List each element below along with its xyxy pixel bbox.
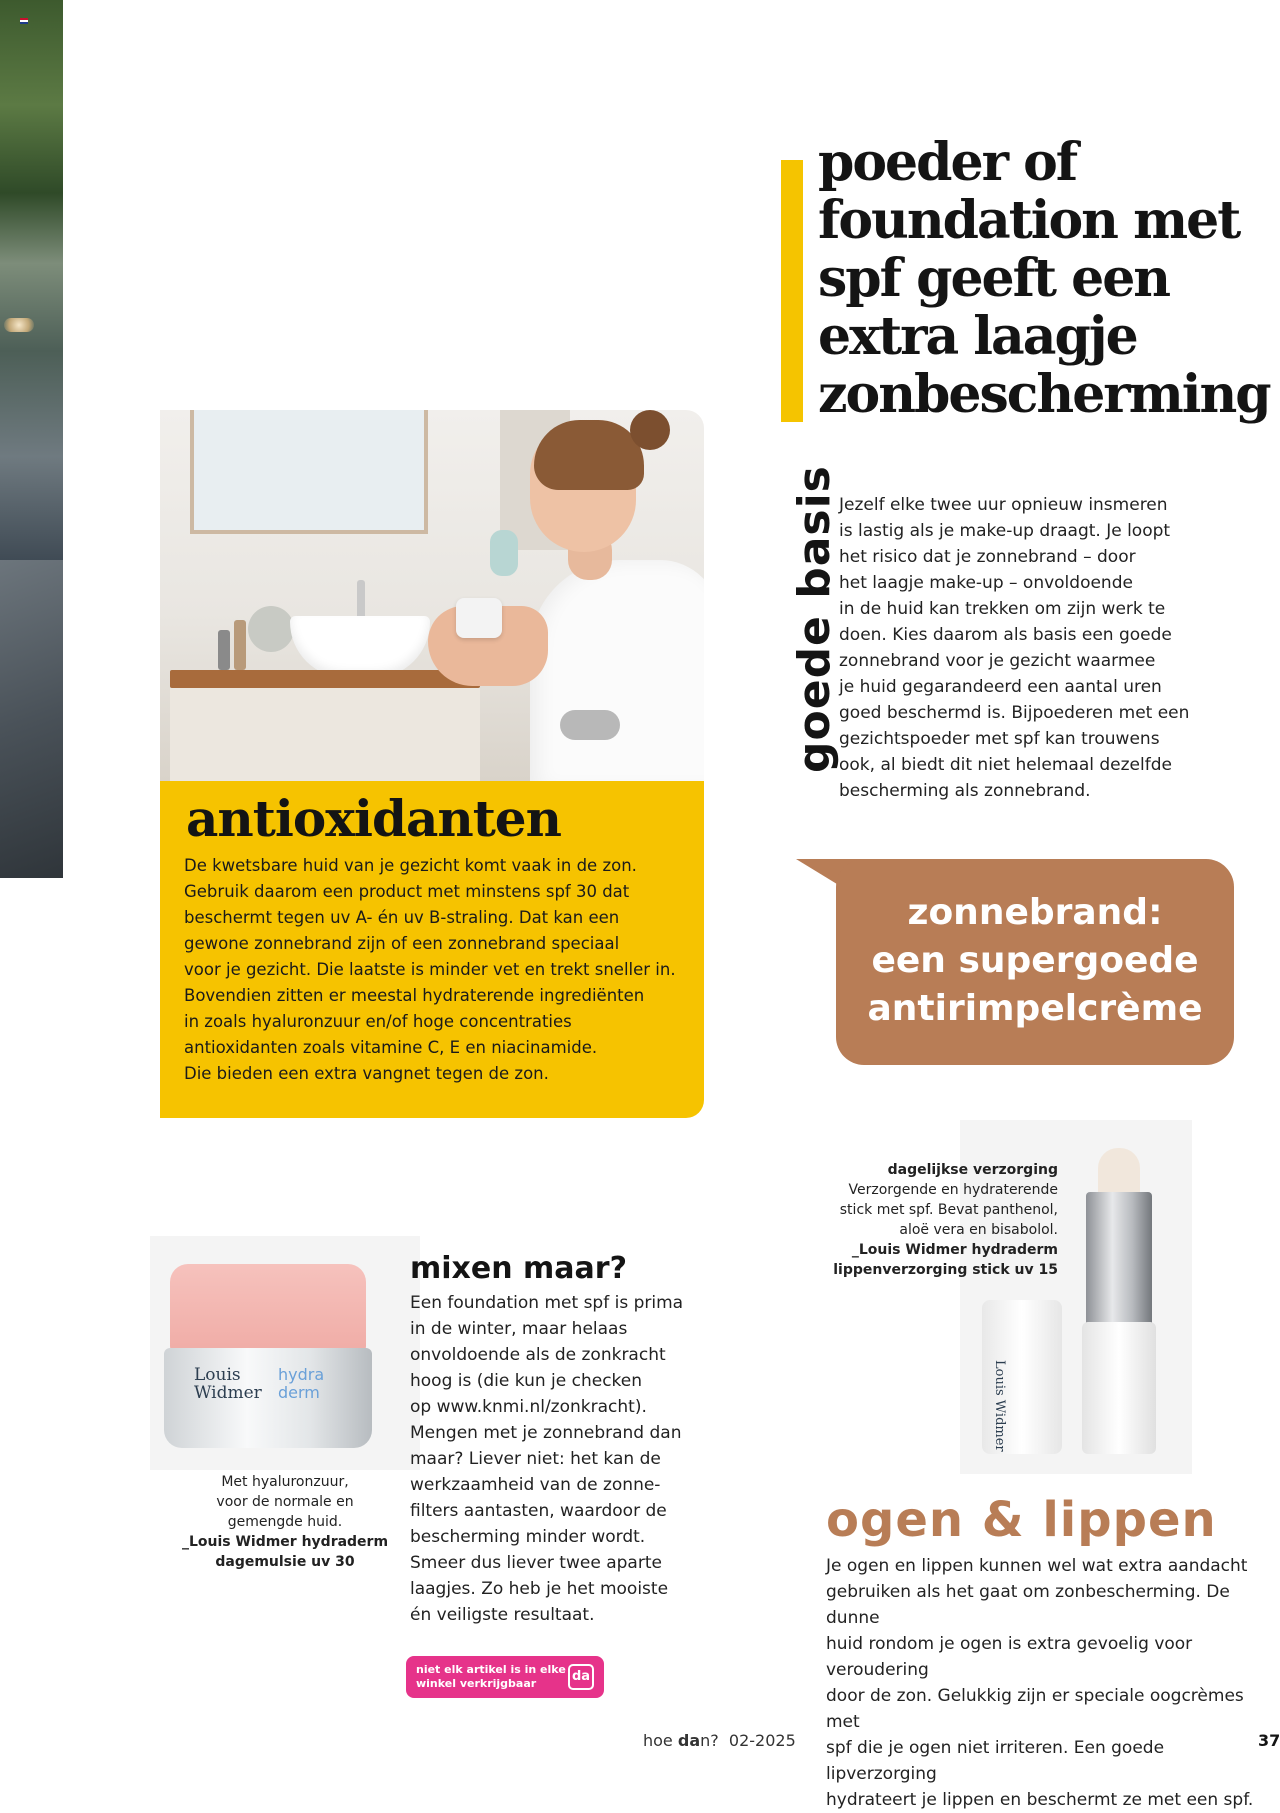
jar-brand-label (194, 1366, 262, 1402)
mixen-title: mixen maar? (410, 1251, 627, 1286)
person-shirt (530, 560, 704, 781)
jar-caption-text: Met hyaluronzuur, voor de normale en gemengde huid. (216, 1474, 354, 1530)
store-badge-text: niet elk artikel is in elke winkel verkrijgbaar (416, 1663, 566, 1690)
road-image (0, 560, 63, 878)
stick-caption (790, 1160, 1058, 1280)
store-availability-badge (406, 1656, 604, 1698)
speech-bubble-text: zonnebrand: een supergoede antirimpelcrème (867, 892, 1203, 1029)
ogen-lippen-body: Je ogen en lippen kunnen wel wat extra aandacht gebruiken als het gaat om zonbescherming. De dunne huid rondom je ogen is extra gevoelig voor veroudering door de zon. Gelukkig zijn er speciale oogcrèmes met spf die je ogen niet irriteren. Een goede lipverzorging hydrateert je lippen en beschermt ze met een spf. (826, 1556, 1254, 1810)
person-hair (534, 420, 644, 490)
stick-title: dagelijkse verzorging (887, 1162, 1058, 1178)
jar-brand-line1: Louis (194, 1365, 241, 1385)
tap-image (357, 580, 365, 620)
footer-magazine (643, 1731, 796, 1751)
jar-subbrand-line2: derm (278, 1383, 320, 1402)
cream-jar-photo (150, 1236, 420, 1470)
ogen-lippen-title: ogen & lippen (826, 1492, 1217, 1548)
tattoo-image (560, 710, 620, 740)
antioxidanten-title: antioxidanten (186, 789, 561, 848)
stick-cap-label: Louis Widmer (992, 1360, 1007, 1452)
store-logo-icon: da (568, 1664, 594, 1690)
mirror-image (190, 410, 428, 534)
towel-image (490, 530, 518, 576)
antioxidanten-body: De kwetsbare huid van je gezicht komt vaak in de zon. Gebruik daarom een product met minstens spf 30 dat beschermt tegen uv A- én uv B-straling. Dat kan een gewone zonnebrand zijn of een zonnebrand speciaal voor je gezicht. Die laatste is minder vet en trekt sneller in. Bovendien zitten er meestal hydraterende ingrediënten in zoals hyaluronzuur en/of hoge concentraties antioxidanten zoals vitamine C, E en niacinamide. Die bieden een extra vangnet tegen de zon. (184, 856, 676, 1083)
goede-basis-heading-text: goede basis (789, 465, 840, 773)
jar-caption (150, 1472, 420, 1572)
bathroom-photo (160, 410, 704, 781)
headline: poeder of foundation met spf geeft een extra laagje zonbescherming (818, 132, 1270, 425)
basin-image (290, 616, 430, 678)
footer-mag-prefix: hoe (643, 1731, 678, 1750)
speech-bubble (836, 859, 1234, 1065)
jar-subbrand-line1: hydra (278, 1365, 325, 1384)
antioxidanten-card (160, 410, 704, 1118)
jar-brand-line2: Widmer (194, 1383, 262, 1403)
cream-jar-image (456, 598, 502, 638)
round-mirror-image (248, 606, 294, 652)
jar-product-name: _Louis Widmer hydraderm dagemulsie uv 30 (181, 1534, 389, 1570)
jar-lid (170, 1264, 366, 1354)
antioxidanten-box (160, 781, 704, 1118)
headline-accent-bar (781, 160, 803, 422)
stick-body (1082, 1322, 1156, 1454)
stick-product-name: _Louis Widmer hydraderm lippenverzorging stick uv 15 (833, 1242, 1058, 1278)
cabinet-image (170, 688, 480, 781)
bottle-image (218, 630, 230, 670)
goede-basis-heading (788, 465, 842, 773)
goede-basis-body: Jezelf elke twee uur opnieuw insmeren is lastig als je make-up draagt. Je loopt het risico dat je zonnebrand – door het laagje make-up – onvoldoende in de huid kan trekken om zijn werk te doen. Kies daarom als basis een goede zonnebrand voor je gezicht waarmee je huid gegarandeerd een aantal uren goed beschermd is. Bijpoederen met een gezichtspoeder met spf kan trouwens ook, al biedt dit niet helemaal dezelfde bescherming als zonnebrand. (839, 495, 1190, 801)
footer-mag-bold: da (677, 1731, 701, 1750)
stick-metal-sleeve (1086, 1192, 1152, 1330)
person-hair-bun (630, 410, 670, 450)
stick-caption-text: Verzorgende en hydraterende stick met spf. Bevat panthenol, aloë vera en bisabolol. (839, 1182, 1058, 1238)
shelf-image (170, 670, 480, 688)
footer-issue: 02-2025 (728, 1731, 796, 1750)
edge-photo (0, 0, 63, 878)
footer-mag-suffix: n? (700, 1731, 719, 1750)
jar-subbrand-label (278, 1366, 324, 1402)
bottle-image (234, 620, 246, 670)
stick-tip (1098, 1148, 1140, 1198)
flag-icon (20, 18, 28, 24)
car-light-image (4, 318, 34, 332)
mixen-body: Een foundation met spf is prima in de winter, maar helaas onvoldoende als de zonkracht hoog is (die kun je checken op www.knmi.nl/zonkracht). Mengen met je zonnebrand dan maar? Liever niet: het kan de werkzaamheid van de zonne- filters aantasten, waardoor de bescherming minder wordt. Smeer dus liever twee aparte laagjes. Zo heb je het mooiste én veiligste resultaat. (410, 1293, 684, 1625)
page-number: 37 (1258, 1731, 1280, 1750)
